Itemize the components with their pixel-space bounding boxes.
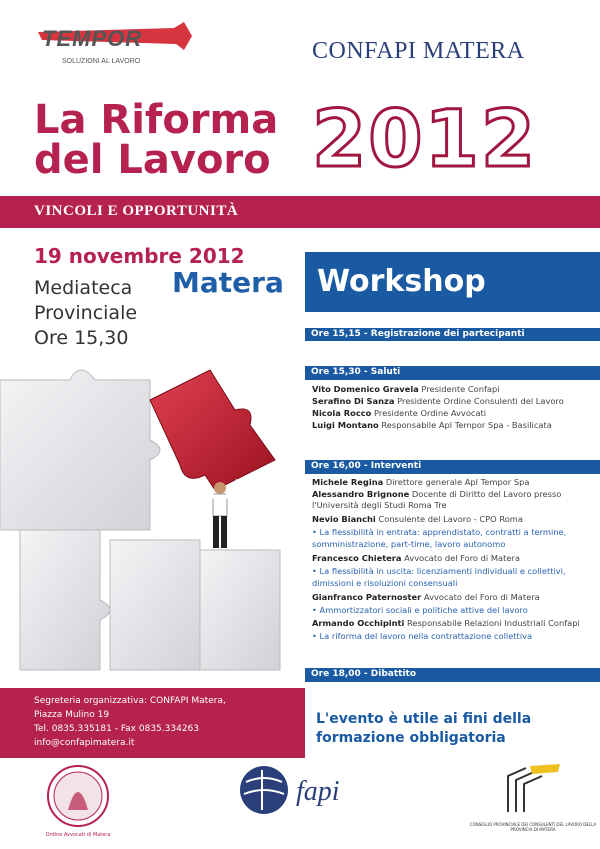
list-item: l'Università degli Studi Roma Tre	[312, 500, 447, 510]
list-item: • Ammortizzatori sociali e politiche attive del lavoro	[312, 605, 528, 615]
workshop-title: Workshop	[317, 264, 486, 299]
tempor-logo	[34, 22, 194, 82]
ordine-avvocati-logo	[38, 762, 118, 842]
dibattito-divider	[305, 681, 600, 682]
fapi-globe-icon	[236, 758, 296, 818]
registration-label: Ore 15,15 - Registrazione dei partecipanti	[311, 329, 525, 339]
organizer-phone: Tel. 0835.335181 - Fax 0835.334263	[34, 724, 199, 734]
organizer-address: Piazza Mulino 19	[34, 710, 110, 720]
dibattito-label: Ore 18,00 - Dibattito	[311, 669, 417, 679]
fapi-logo	[236, 758, 376, 828]
section-interventi	[305, 460, 600, 473]
fapi-word: fapi	[296, 776, 340, 807]
list-item: Nevio Bianchi Consulente del Lavoro - CPO Roma	[312, 514, 523, 524]
list-item: Luigi Montano Responsabile Apl Tempor Spa - Basilicata	[312, 420, 552, 430]
list-item: • La riforma del lavoro nella contrattazione collettiva	[312, 631, 533, 641]
seal-icon	[38, 762, 118, 832]
tempor-logo-word: TEMPOR	[42, 26, 143, 51]
venue-line-3: Ore 15,30	[34, 327, 129, 349]
consulenti-lavoro-logo	[468, 762, 598, 842]
saluti-label: Ore 15,30 - Saluti	[311, 367, 401, 377]
title-line-2: del Lavoro	[34, 137, 271, 183]
subtitle-band	[0, 196, 600, 228]
organizer-box	[0, 688, 305, 758]
event-city: Matera	[172, 266, 284, 299]
list-item: Serafino Di Sanza Presidente Ordine Consulenti del Lavoro	[312, 396, 564, 406]
ordine-caption: Ordine Avvocati di Matera	[45, 832, 111, 838]
list-item: dimissioni e risoluzioni consensuali	[312, 578, 458, 588]
list-item: Armando Occhipinti Responsabile Relazioni Industriali Confapi	[312, 618, 580, 628]
saluti-divider	[305, 379, 600, 380]
businessman-figure	[200, 478, 238, 548]
venue-line-1: Mediateca	[34, 277, 133, 299]
organizer-line-1: Segreteria organizzativa: CONFAPI Matera,	[34, 696, 226, 706]
section-dibattito	[305, 668, 600, 681]
title-line-1: La Riforma	[34, 97, 279, 143]
building-icon	[468, 762, 598, 820]
list-item: Alessandro Brignone Docente di Diritto del Lavoro presso	[312, 489, 562, 499]
workshop-header	[305, 252, 600, 312]
list-item: somministrazione, part-time, lavoro autonomo	[312, 539, 506, 549]
confapi-heading: CONFAPI MATERA	[312, 38, 525, 64]
organizer-email[interactable]: info@confapimatera.it	[34, 738, 135, 748]
year-heading: 2012	[312, 95, 538, 185]
interventi-label: Ore 16,00 - Interventi	[311, 461, 422, 471]
section-saluti	[305, 366, 600, 379]
list-item: Michele Regina Direttore generale Apl Tempor Spa	[312, 477, 530, 487]
training-note: L'evento è utile ai fini della formazione obbligatoria	[316, 711, 532, 746]
list-item: • La flessibilità in uscita: licenziamenti individuali e collettivi,	[312, 566, 566, 576]
subtitle-text: VINCOLI E OPPORTUNITÀ	[34, 203, 239, 219]
venue-line-2: Provinciale	[34, 302, 138, 324]
puzzle-illustration	[0, 340, 300, 680]
list-item: Nicola Rocco Presidente Ordine Avvocati	[312, 408, 487, 418]
consulenti-caption: CONSIGLIO PROVINCIALE DEI CONSULENTI DEL LAVORO DELLA PROVINCIA DI MATERA	[469, 822, 597, 832]
list-item: Vito Domenico Gravela Presidente Confapi	[312, 384, 500, 394]
event-date: 19 novembre 2012	[34, 244, 245, 268]
list-item: Gianfranco Paternoster Avvocato del Foro di Matera	[312, 592, 540, 602]
interventi-divider	[305, 473, 600, 474]
tempor-logo-tagline: SOLUZIONI AL LAVORO	[62, 58, 141, 65]
section-registration	[305, 328, 600, 341]
list-item: • La flessibilità in entrata: apprendistato, contratti a termine,	[312, 527, 567, 537]
list-item: Francesco Chietera Avvocato del Foro di Matera	[312, 553, 520, 563]
